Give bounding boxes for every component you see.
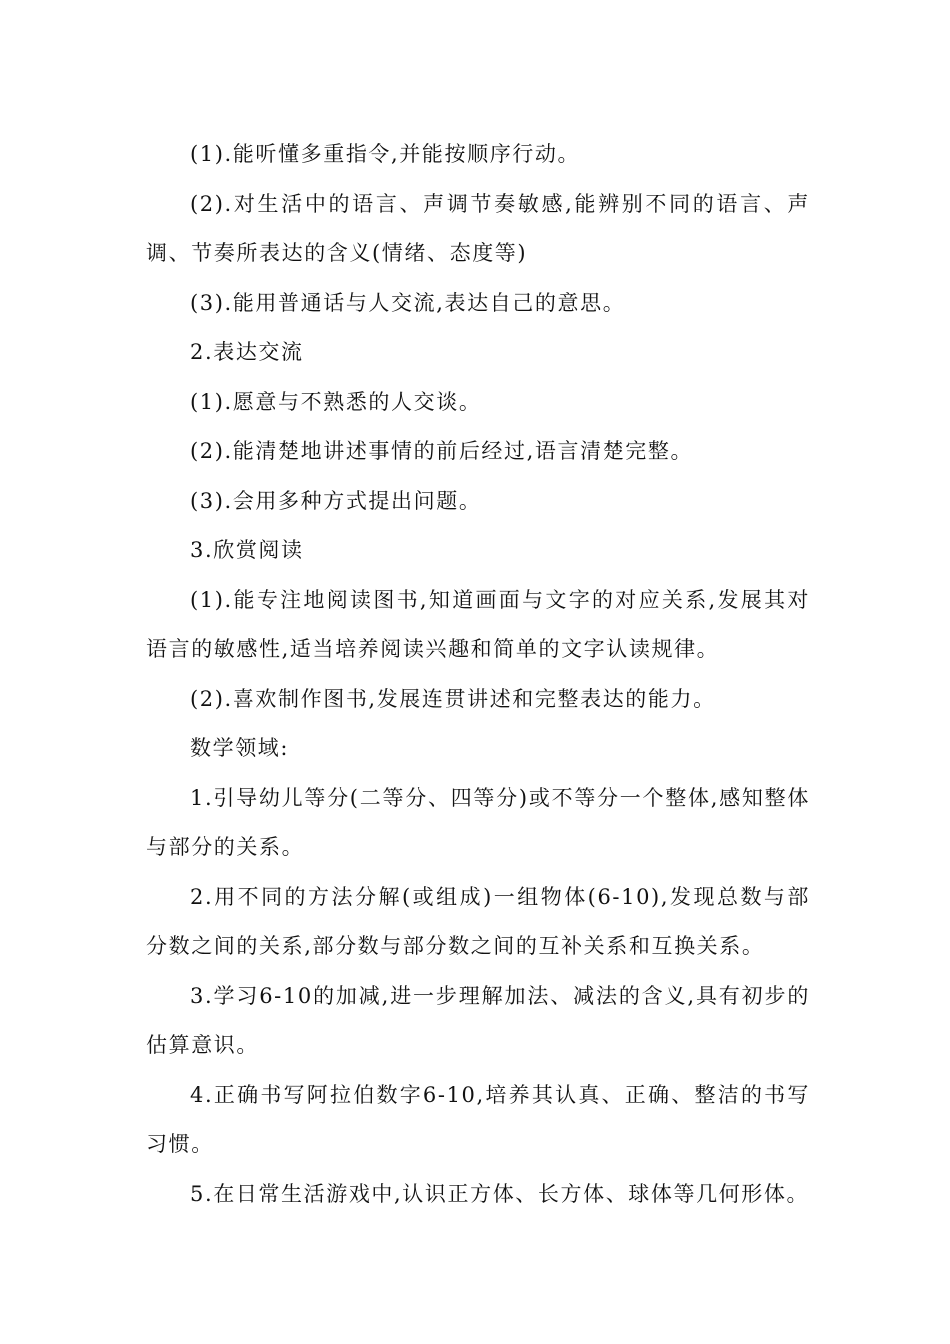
paragraph-make-books: (2).喜欢制作图书,发展连贯讲述和完整表达的能力。	[190, 686, 716, 711]
paragraph-math-1: 1.引导幼儿等分(二等分、四等分)或不等分一个整体,感知整体与部分的关系。	[146, 785, 810, 859]
heading-math: 数学领域:	[190, 736, 290, 760]
paragraph-narrate: (2).能清楚地讲述事情的前后经过,语言清楚完整。	[190, 439, 694, 463]
heading-reading: 3.欣赏阅读	[190, 538, 304, 562]
paragraph-math-5: 5.在日常生活游戏中,认识正方体、长方体、球体等几何形体。	[190, 1181, 810, 1206]
paragraph-math-3: 3.学习6-10的加减,进一步理解加法、减法的含义,具有初步的估算意识。	[146, 983, 810, 1057]
paragraph-math-4: 4.正确书写阿拉伯数字6-10,培养其认真、正确、整洁的书写习惯。	[146, 1082, 810, 1156]
document-body	[146, 130, 810, 1219]
paragraph-ask-questions: (3).会用多种方式提出问题。	[190, 488, 482, 513]
paragraph-mandarin: (3).能用普通话与人交流,表达自己的意思。	[190, 290, 626, 315]
paragraph-tone-rhythm: (2).对生活中的语言、声调节奏敏感,能辨别不同的语言、声调、节奏所表达的含义(情绪、态度等)	[146, 191, 810, 265]
paragraph-talk-strangers: (1).愿意与不熟悉的人交谈。	[190, 389, 482, 414]
paragraph-read-books: (1).能专注地阅读图书,知道画面与文字的对应关系,发展其对语言的敏感性,适当培养阅读兴趣和简单的文字认读规律。	[146, 587, 810, 661]
paragraph-math-2: 2.用不同的方法分解(或组成)一组物体(6-10),发现总数与部分数之间的关系,部分数与部分数之间的互补关系和互换关系。	[146, 884, 810, 958]
paragraph-listening-instructions: (1).能听懂多重指令,并能按顺序行动。	[190, 142, 581, 166]
heading-expression: 2.表达交流	[190, 340, 304, 364]
